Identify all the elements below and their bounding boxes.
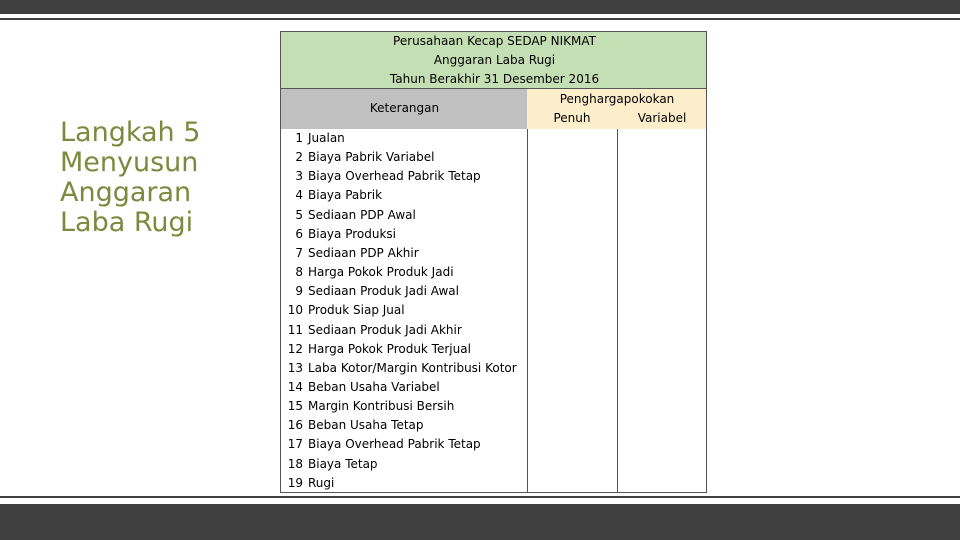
top-frame-line [0,18,960,20]
title-line: Langkah 5 [60,117,201,148]
row-label: Biaya Produksi [308,226,396,241]
table-row [280,129,540,148]
row-label: Biaya Overhead Pabrik Tetap [308,169,481,184]
row-label: Produk Siap Jual [308,303,405,318]
row-number: 7 [295,245,303,260]
penghargapokokan-label: Penghargapokokan [559,92,675,106]
row-label: Margin Kontribusi Bersih [308,399,455,414]
row-label: Jualan [308,131,345,145]
row-number: 9 [295,284,303,299]
row-number: 1 [295,131,303,145]
column-header-variabel: Variabel [637,111,687,125]
keterangan-header [280,89,527,129]
row-number: 10 [287,303,303,318]
row-number: 4 [295,188,303,203]
row-number: 16 [287,418,303,433]
table-row [280,167,540,186]
row-label: Laba Kotor/Margin Kontribusi Kotor [308,360,517,375]
row-label: Sediaan Produk Jadi Akhir [308,322,462,337]
table-row [280,301,540,320]
table-row [280,244,540,263]
row-number: 2 [295,150,303,165]
title-line: Menyusun [60,147,199,178]
row-label: Harga Pokok Produk Jadi [308,265,454,280]
table-row [280,340,540,359]
table-row [280,263,540,282]
row-number: 12 [287,341,303,356]
row-label: Biaya Pabrik [308,188,383,203]
row-label: Biaya Overhead Pabrik Tetap [308,437,481,452]
income-statement-table [280,31,707,493]
table-row [280,321,540,340]
table-row [280,282,540,301]
penghargapokokan-header [527,89,707,129]
row-label: Harga Pokok Produk Terjual [308,341,471,356]
row-label: Biaya Pabrik Variabel [308,150,435,165]
row-label: Beban Usaha Tetap [308,418,424,433]
row-number: 14 [287,379,303,394]
row-label: Beban Usaha Variabel [308,379,440,394]
table-row [280,148,540,167]
table-row [280,397,540,416]
row-number: 3 [295,169,303,184]
row-number: 6 [295,226,303,241]
slide-title [60,118,260,238]
bottom-frame-bar [0,504,960,540]
title-line: Laba Rugi [60,207,194,238]
row-number: 8 [295,265,303,280]
row-label: Sediaan Produk Jadi Awal [308,284,459,299]
table-row [280,435,540,454]
table-row [280,206,540,225]
row-number: 17 [287,437,303,452]
row-number: 19 [287,475,303,490]
report-period: Tahun Berakhir 31 Desember 2016 [389,72,600,86]
table-row [280,225,540,244]
table-row [280,474,540,493]
top-frame-bar [0,0,960,14]
title-line: Anggaran [60,177,192,208]
row-number: 11 [287,322,303,337]
row-number: 5 [295,207,303,222]
row-number: 13 [287,360,303,375]
column-header-penuh: Penuh [553,111,591,125]
table-row [280,359,540,378]
table-row [280,186,540,205]
row-label: Biaya Tetap [308,456,378,471]
bottom-frame-line [0,496,960,498]
row-label: Sediaan PDP Awal [308,207,416,222]
company-name: Perusahaan Kecap SEDAP NIKMAT [393,34,596,48]
table-row [280,378,540,397]
row-number: 18 [287,456,303,471]
keterangan-label: Keterangan [369,101,440,115]
table-header [280,31,707,89]
row-label: Rugi [308,475,335,490]
report-name: Anggaran Laba Rugi [433,53,556,67]
column-divider [617,129,618,493]
table-row [280,455,540,474]
row-label: Sediaan PDP Akhir [308,245,419,260]
table-row [280,416,540,435]
row-number: 15 [287,399,303,414]
